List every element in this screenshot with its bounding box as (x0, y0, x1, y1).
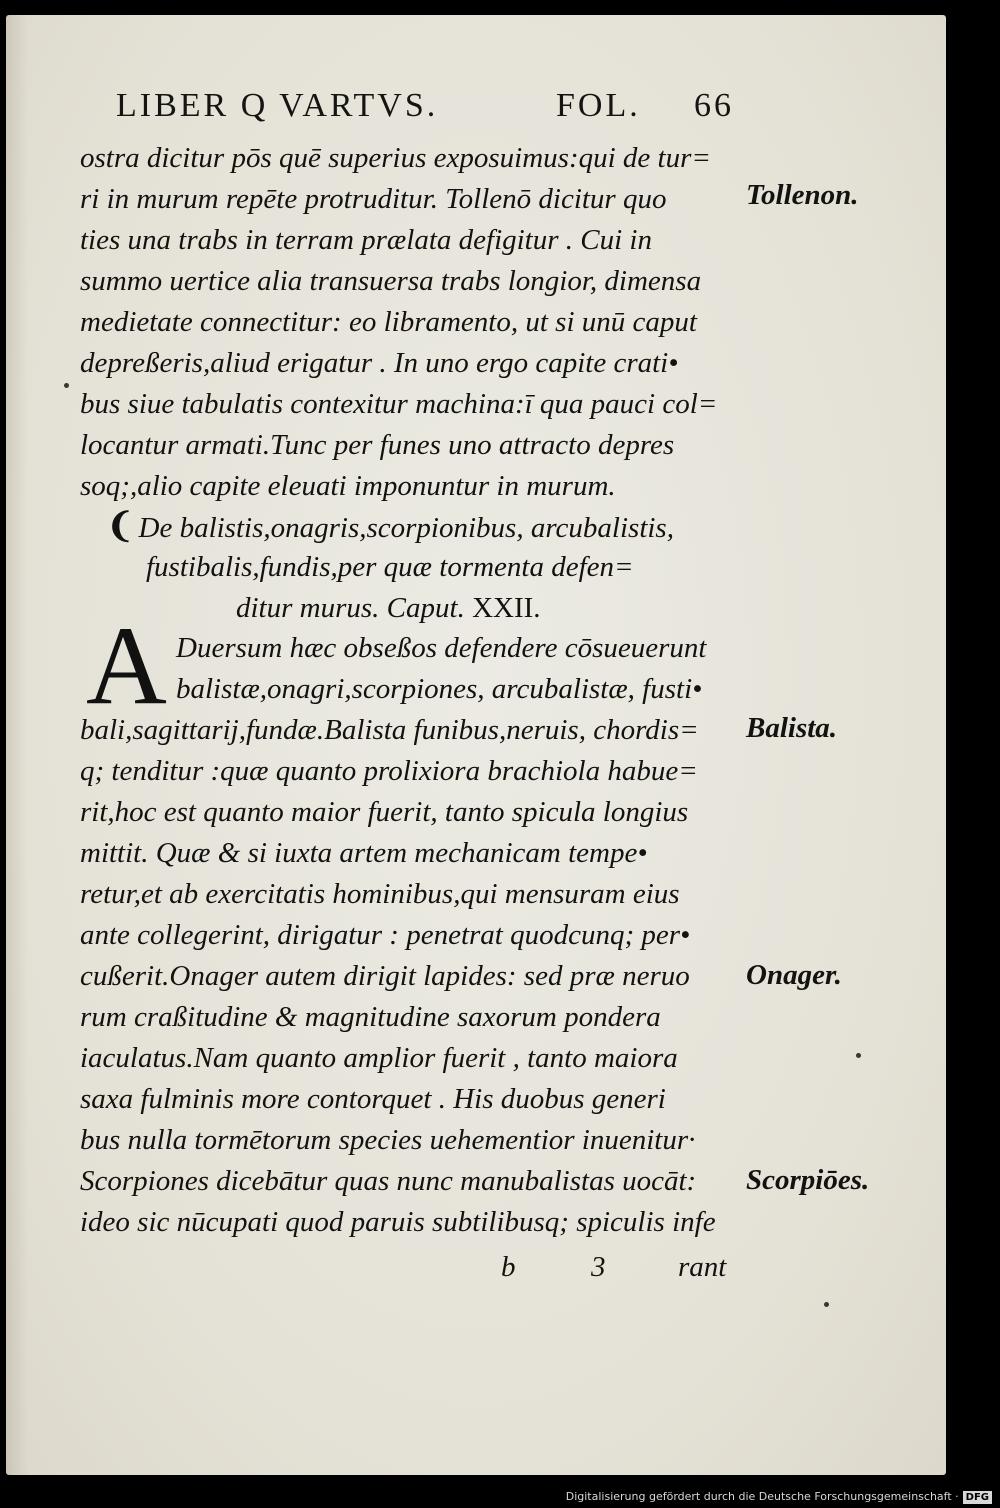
marginal-note-balista: Balista. (746, 712, 838, 744)
text-line: retur,et ab exercitatis hominibus,qui mensuram eius (80, 878, 680, 910)
text-line: rit,hoc est quanto maior fuerit, tanto spicula longius (80, 796, 689, 828)
text-line: ties una trabs in terram prælata defigitur . Cui in (80, 224, 652, 256)
signature-number: 3 (591, 1251, 606, 1283)
heading-text: De balistis,onagris,scorpionibus, arcubalistis, (138, 512, 674, 544)
text-line: ri in murum repēte protruditur. Tollenō dicitur quo (80, 183, 667, 215)
text-line: depreßeris,aliud erigatur . In uno ergo capite crati• (80, 347, 679, 379)
catchword: rant (678, 1251, 727, 1283)
book-page (6, 15, 946, 1475)
folio-number: 66 (694, 87, 734, 124)
paragraph-2 (80, 628, 740, 1243)
text-line: ante collegerint, dirigatur : penetrat quodcunq; per• (80, 919, 691, 951)
paragraph-1 (80, 138, 740, 507)
text-line: balistæ,onagri,scorpiones, arcubalistæ, fusti• (176, 673, 703, 705)
chapter-heading (106, 506, 746, 629)
text-line: bus siue tabulatis contexitur machina:ī qua pauci col= (80, 388, 718, 420)
text-line: locantur armati.Tunc per funes uno attracto depres (80, 429, 675, 461)
credit-text: Digitalisierung gefördert durch die Deutsche Forschungsgemeinschaft · (565, 1490, 959, 1503)
text-line: medietate connectitur: eo libramento, ut si unū caput (80, 306, 697, 338)
text-line: ostra dicitur pōs quē superius exposuimus:qui de tur= (80, 142, 711, 174)
text-line: mittit. Quæ & si iuxta artem mechanicam tempe• (80, 837, 648, 869)
ink-speck (64, 383, 69, 388)
running-title: LIBER Q VARTVS. (116, 87, 439, 124)
ink-speck (824, 1302, 829, 1307)
heading-text: ditur murus. Caput. (236, 592, 465, 624)
ink-speck (856, 1053, 861, 1058)
pilcrow-icon: ❨ (106, 508, 135, 545)
text-line: cußerit.Onager autem dirigit lapides: sed præ neruo (80, 960, 690, 992)
marginal-note-tollenon: Tollenon. (746, 179, 859, 211)
text-line: Duersum hæc obseßos defendere cōsueuerunt (176, 632, 707, 664)
chapter-number: XXII. (472, 592, 541, 624)
heading-line (106, 506, 746, 547)
text-line: bali,sagittarij,fundæ.Balista funibus,neruis, chordis= (80, 714, 699, 746)
text-line: soq;,alio capite eleuati imponuntur in murum. (80, 470, 616, 502)
text-line: q; tenditur :quæ quanto prolixiora brachiola habue= (80, 755, 698, 787)
heading-line (106, 588, 746, 629)
text-line: ideo sic nūcupati quod paruis subtilibusq; spiculis infe (80, 1206, 716, 1238)
marginal-note-onager: Onager. (746, 959, 842, 991)
drop-cap: A (86, 604, 167, 728)
text-line: summo uertice alia transuersa trabs longior, dimensa (80, 265, 702, 297)
text-line: iaculatus.Nam quanto amplior fuerit , tanto maiora (80, 1042, 678, 1074)
digitization-credit (566, 1490, 992, 1504)
signature-mark: b (501, 1251, 516, 1283)
gutter-shadow (6, 15, 28, 1475)
text-line: rum craßitudine & magnitudine saxorum pondera (80, 1001, 661, 1033)
dfg-logo: DFG (963, 1491, 992, 1504)
heading-line: fustibalis,fundis,per quæ tormenta defen= (146, 551, 634, 583)
text-line: bus nulla tormētorum species uehementior inuenitur· (80, 1124, 696, 1156)
text-line: Scorpiones dicebātur quas nunc manubalistas uocāt: (80, 1165, 697, 1197)
text-line: saxa fulminis more contorquet . His duobus generi (80, 1083, 666, 1115)
marginal-note-scorpiones: Scorpiōes. (746, 1164, 870, 1196)
running-header (116, 87, 736, 137)
folio-label: FOL. (556, 87, 641, 124)
